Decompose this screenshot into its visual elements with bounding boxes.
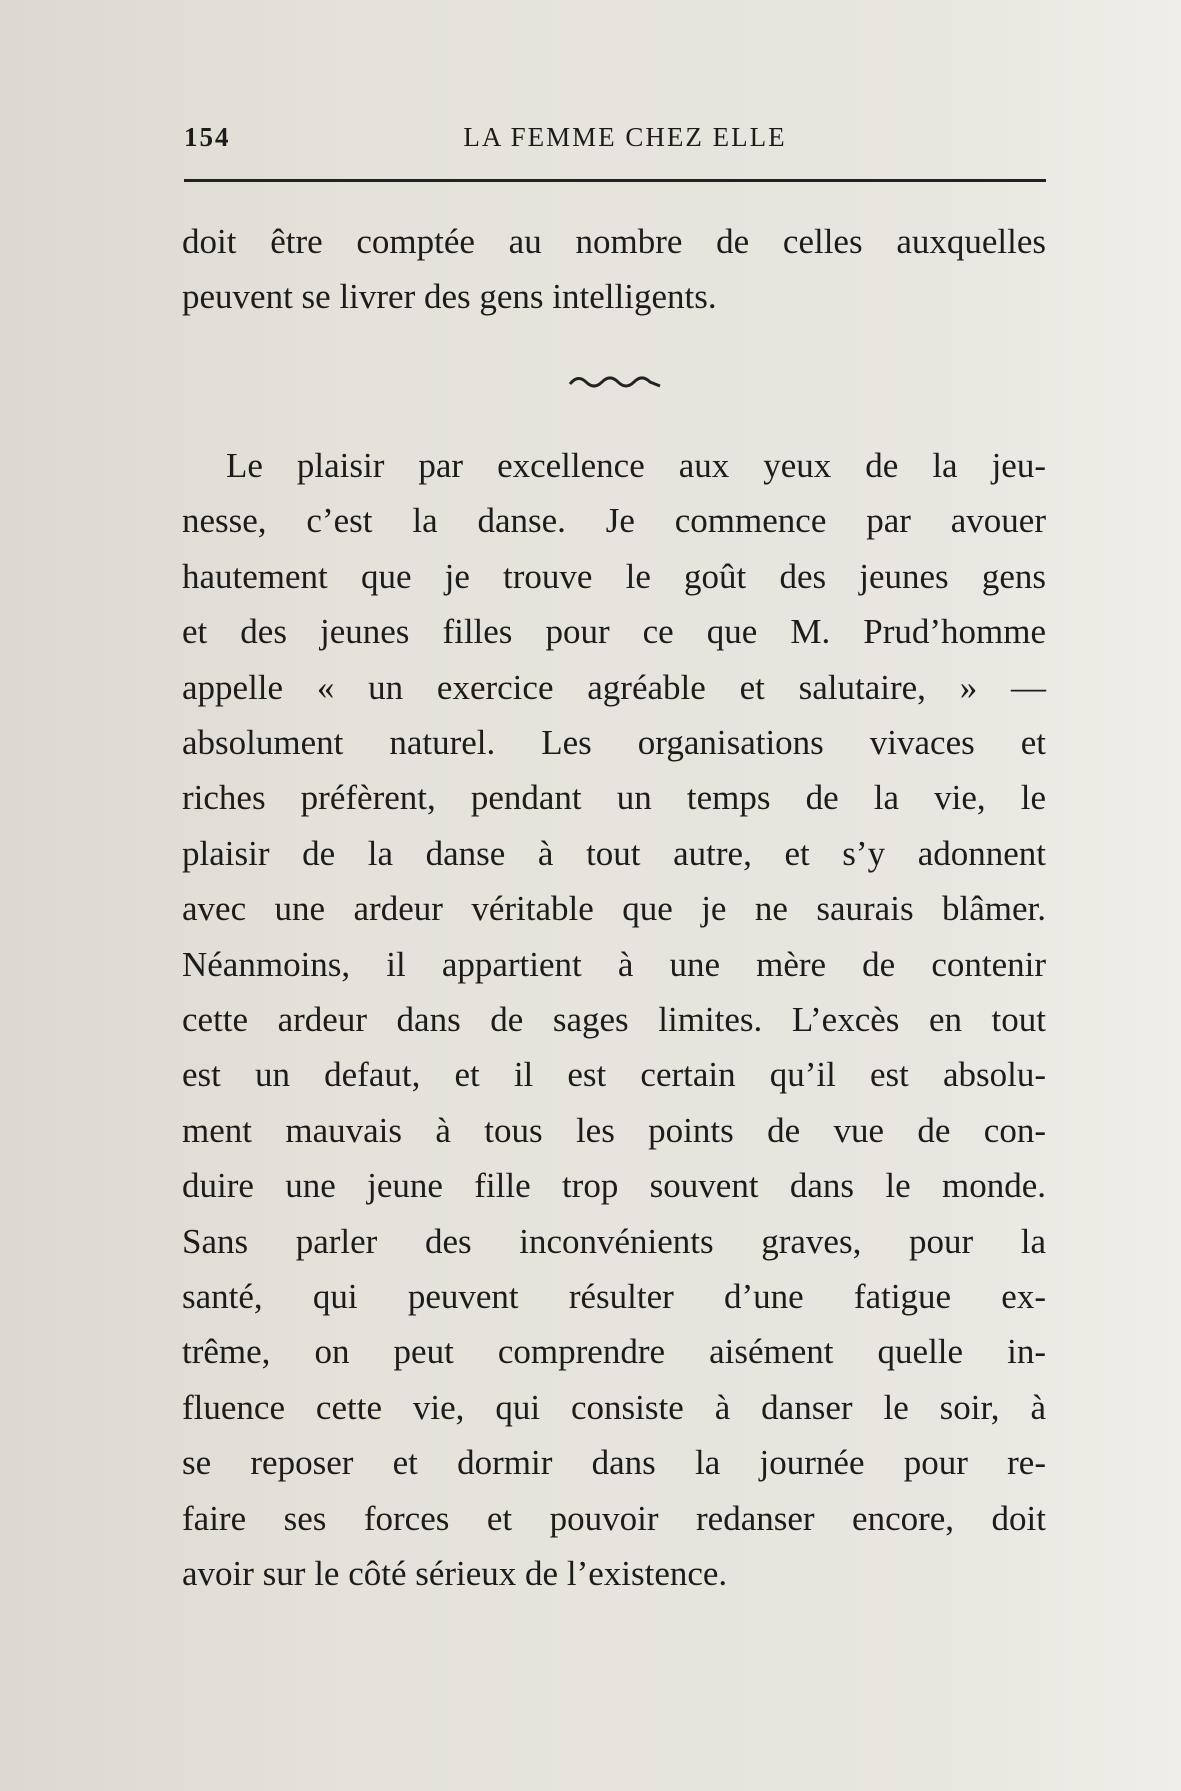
text-line: doit être comptée au nombre de celles auxquelles (182, 222, 1046, 261)
text-line: avec une ardeur véritable que je ne saurais blâmer. (182, 889, 1046, 929)
text-line: cette ardeur dans de sages limites. L’excès en tout (182, 1000, 1046, 1039)
text-line: peuvent se livrer des gens intelligents. (182, 277, 717, 317)
text-line: Sans parler des inconvénients graves, pour la (182, 1221, 1046, 1261)
text-line: santé, qui peuvent résulter d’une fatigue ex- (182, 1277, 1046, 1316)
text-line: ment mauvais à tous les points de vue de con- (182, 1110, 1046, 1150)
header-rule (184, 179, 1046, 182)
text-line: se reposer et dormir dans la journée pour re- (182, 1443, 1046, 1483)
text-line: est un defaut, et il est certain qu’il est absolu- (182, 1055, 1046, 1095)
text-line: absolument naturel. Les organisations vivaces et (182, 723, 1046, 762)
text-line: riches préfèrent, pendant un temps de la vie, le (182, 778, 1046, 818)
text-line: hautement que je trouve le goût des jeunes gens (182, 556, 1046, 596)
text-line: faire ses forces et pouvoir redanser encore, doit (182, 1498, 1046, 1538)
text-line: fluence cette vie, qui consiste à danser le soir, à (182, 1387, 1046, 1427)
text-line: Néanmoins, il appartient à une mère de contenir (182, 944, 1046, 984)
running-header (184, 122, 1046, 162)
wave-ornament-icon (568, 372, 662, 392)
text-line: et des jeunes filles pour ce que M. Prud’homme (182, 612, 1046, 652)
text-line: duire une jeune fille trop souvent dans le monde. (182, 1166, 1046, 1206)
text-line: plaisir de la danse à tout autre, et s’y adonnent (182, 833, 1046, 873)
text-line: Le plaisir par excellence aux yeux de la jeu- (226, 446, 1046, 485)
text-line: appelle « un exercice agréable et salutaire, » — (182, 667, 1046, 707)
text-line: nesse, c’est la danse. Je commence par avouer (182, 501, 1046, 541)
page-number: 154 (184, 122, 231, 152)
text-line: trême, on peut comprendre aisément quelle in- (182, 1332, 1046, 1372)
text-line: avoir sur le côté sérieux de l’existence. (182, 1554, 728, 1593)
running-title: LA FEMME CHEZ ELLE (463, 122, 787, 152)
